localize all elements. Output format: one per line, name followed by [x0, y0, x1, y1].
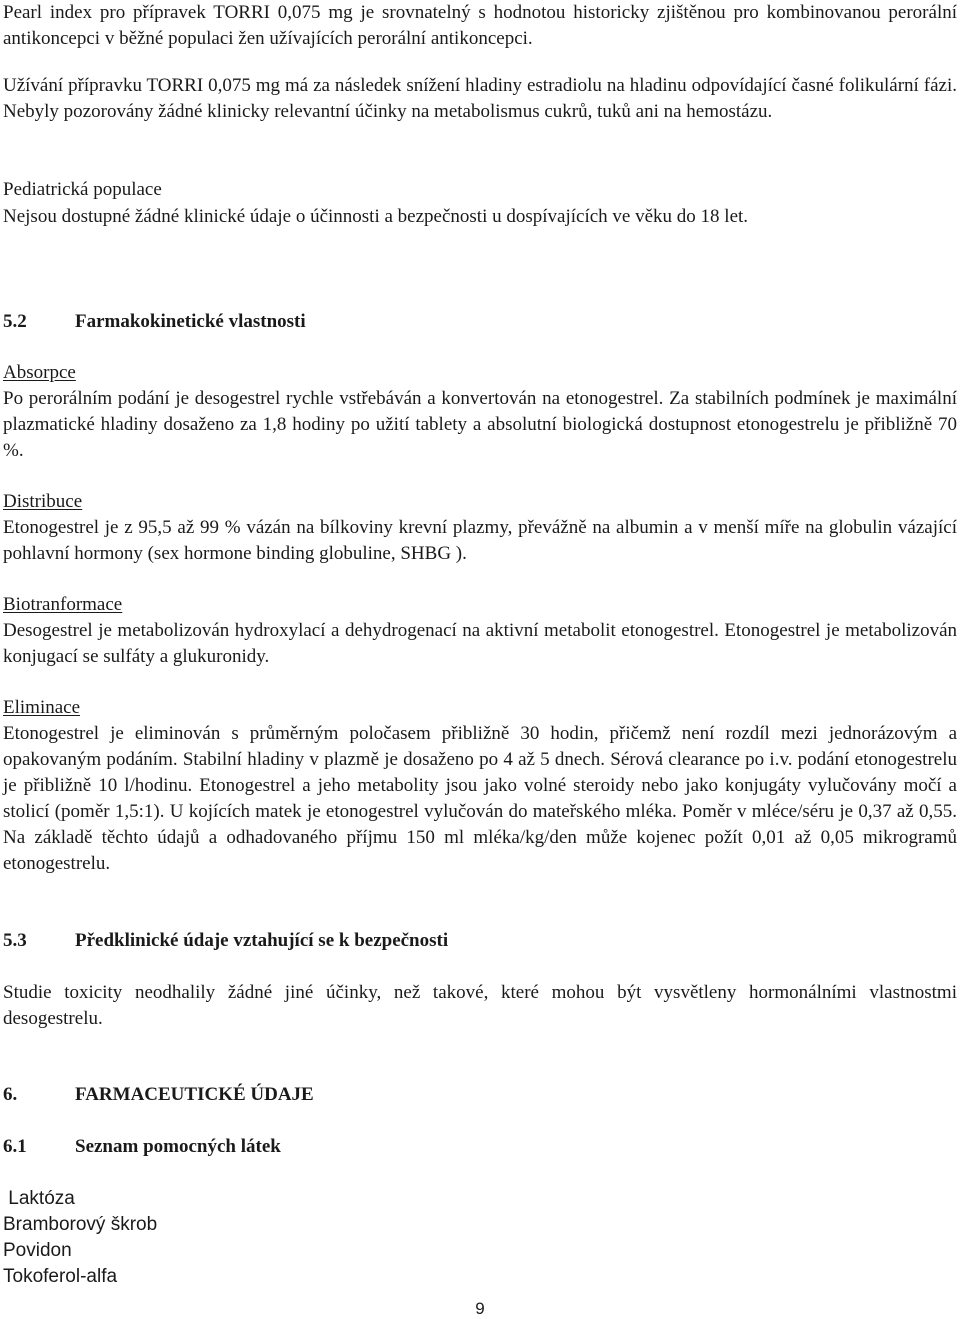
- list-item: Tokoferol-alfa: [3, 1266, 118, 1287]
- list-item: Povidon: [3, 1240, 72, 1261]
- absorption-heading: Absorpce: [3, 362, 76, 383]
- estradiol-paragraph: Užívání přípravku TORRI 0,075 mg má za následek snížení hladiny estradiolu na hladinu odpovídající časné folikulární fázi. Nebyly pozorovány žádné klinicky relevantní účinky na metabolismus cukrů, tuků ani na hemostázu.: [3, 75, 957, 122]
- list-item: Laktóza: [3, 1188, 75, 1209]
- section-title: Farmakokinetické vlastnosti: [75, 311, 306, 332]
- biotransformation-heading: Biotranformace: [3, 594, 123, 615]
- distribution-heading-line: [3, 489, 957, 515]
- section-title: Seznam pomocných látek: [75, 1136, 281, 1157]
- biotransformation-heading-line: [3, 592, 957, 618]
- distribution-text: Etonogestrel je z 95,5 až 99 % vázán na bílkoviny krevní plazmy, převážně na albumin a v menší míře na globulin vázající pohlavní hormony (sex hormone binding globuline, SHBG ).: [3, 517, 957, 564]
- section-5-3-heading: [3, 928, 957, 954]
- pearl-index-paragraph: Pearl index pro přípravek TORRI 0,075 mg je srovnatelný s hodnotou historicky zjištěnou pro kombinovanou perorální antikoncepci v běžné populaci žen užívajících perorální antikoncepci.: [3, 2, 957, 49]
- absorption-heading-line: [3, 360, 957, 386]
- section-5-2-heading: [3, 309, 957, 335]
- page-number: 9: [475, 1299, 485, 1318]
- elimination-heading-line: [3, 695, 957, 721]
- section-6-1-heading: [3, 1134, 957, 1160]
- section-6-heading: [3, 1082, 957, 1108]
- pediatric-heading: Pediatrická populace: [3, 179, 162, 200]
- absorption-text: Po perorálním podání je desogestrel rychle vstřebáván a konvertován na etonogestrel. Za stabilních podmínek je maximální plazmatické hladiny dosaženo za 1,8 hodiny po užití tablety a absolutní biologická dostupnost etonogestrelu je přibližně 70 %.: [3, 388, 957, 461]
- excipients-list: [3, 1186, 957, 1290]
- elimination-heading: Eliminace: [3, 697, 81, 718]
- distribution-heading: Distribuce: [3, 491, 83, 512]
- preclinical-text: Studie toxicity neodhalily žádné jiné účinky, než takové, které mohou být vysvětleny hormonálními vlastnostmi desogestrelu.: [3, 982, 957, 1029]
- list-item: Bramborový škrob: [3, 1214, 158, 1235]
- pediatric-text: Nejsou dostupné žádné klinické údaje o účinnosti a bezpečnosti u dospívajících ve věku do 18 let.: [3, 206, 749, 227]
- biotransformation-text: Desogestrel je metabolizován hydroxylací a dehydrogenací na aktivní metabolit etonogestrel. Etonogestrel je metabolizován konjugací se sulfáty a glukuronidy.: [3, 620, 957, 667]
- elimination-text: Etonogestrel je eliminován s průměrným poločasem přibližně 30 hodin, přičemž není rozdíl mezi jednorázovým a opakovaným podáním. Stabilní hladiny v plazmě je dosaženo po 4 až 5 dnech. Sérová clearance po i.v. podání etonogestrelu je přibližně 10 l/hodinu. Etonogestrel a jeho metabolity jsou jako volné steroidy nebo jako konjugáty vylučovány močí a stolicí (poměr 1,5:1). U kojících matek je etonogestrel vylučován do mateřského mléka. Poměr v mléce/séru je 0,37 až 0,55. Na základě těchto údajů a odhadovaného příjmu 150 ml mléka/kg/den může kojenec požít 0,01 až 0,05 mikrogramů etonogestrelu.: [3, 723, 957, 874]
- section-number: 6.1: [3, 1136, 27, 1157]
- section-number: 6.: [3, 1084, 18, 1105]
- section-number: 5.3: [3, 930, 27, 951]
- section-number: 5.2: [3, 311, 27, 332]
- section-title: FARMACEUTICKÉ ÚDAJE: [75, 1084, 314, 1105]
- section-title: Předklinické údaje vztahující se k bezpečnosti: [75, 930, 449, 951]
